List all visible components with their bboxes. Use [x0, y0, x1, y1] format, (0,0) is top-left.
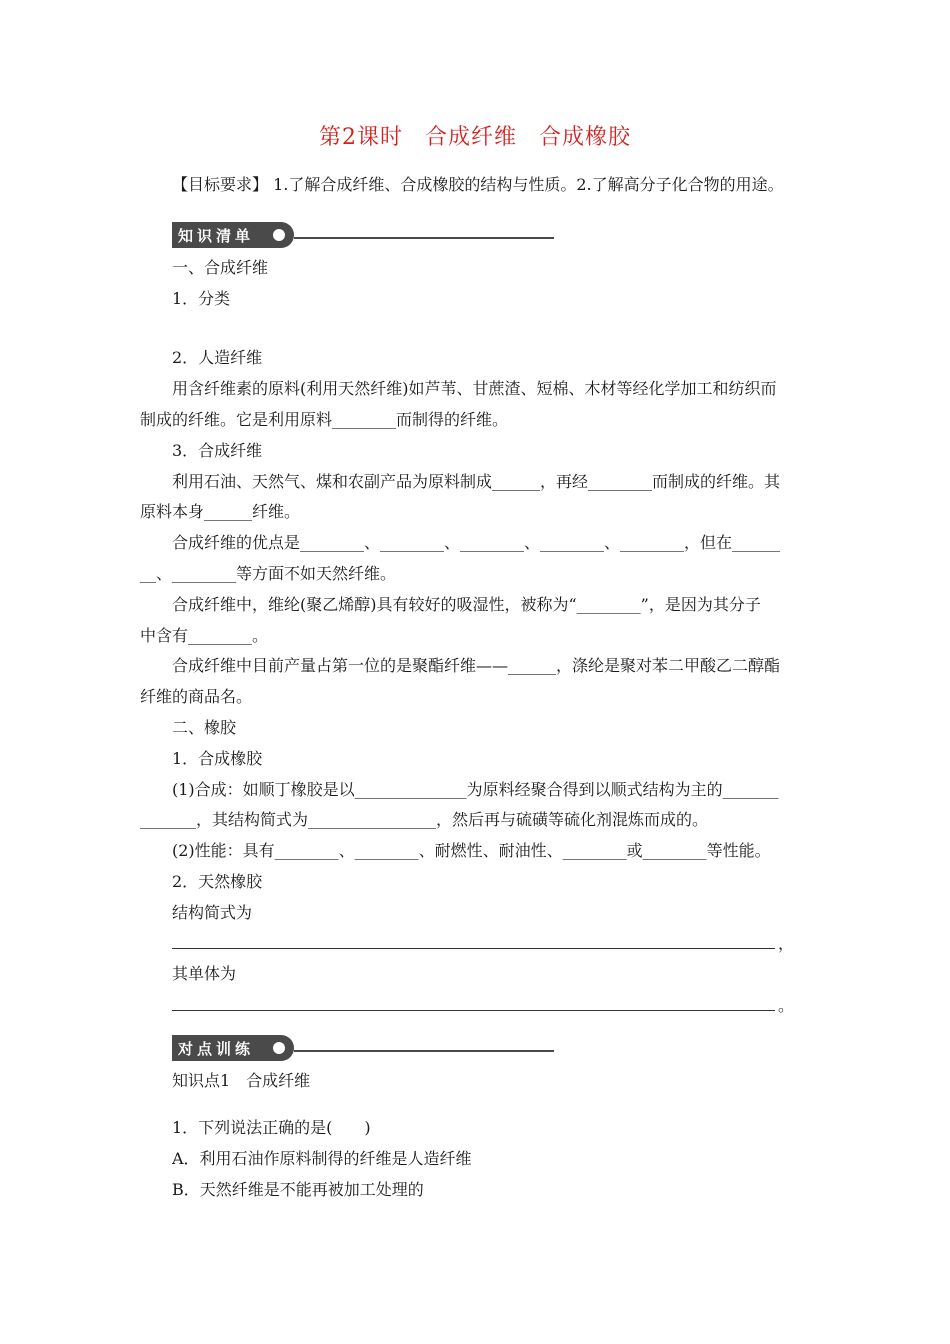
learning-goals: 【目标要求】 1.了解合成纤维、合成橡胶的结构与性质。2.了解高分子化合物的用途。	[172, 175, 784, 194]
paragraph-text: 中含有________。	[140, 626, 269, 645]
paragraph-text: 制成的纤维。它是利用原料________而制得的纤维。	[140, 410, 509, 429]
prompt-structure: 结构简式为	[172, 903, 253, 922]
divider	[294, 1050, 554, 1052]
heading-synthetic-fiber: 一、合成纤维	[172, 258, 269, 277]
knowledge-point-heading: 知识点1 合成纤维	[172, 1071, 311, 1090]
heading-rubber: 二、橡胶	[172, 718, 237, 737]
question-stem: 1．下列说法正确的是( )	[172, 1118, 371, 1137]
prompt-monomer: 其单体为	[172, 964, 237, 983]
paragraph-text: 合成纤维中，维纶(聚乙烯醇)具有较好的吸湿性，被称为“________”，是因为其分子	[172, 595, 761, 614]
title-topic-fiber: 合成纤维	[424, 125, 517, 150]
paragraph-text: 合成纤维的优点是________、________、________、________、________，但在______	[172, 533, 781, 552]
option-b[interactable]: B．天然纤维是不能再被加工处理的	[172, 1180, 424, 1199]
paragraph-text: 原料本身______纤维。	[140, 502, 301, 521]
section-header-practice	[172, 1035, 554, 1061]
item-natural-rubber: 2．天然橡胶	[172, 872, 263, 891]
paragraph-text: 合成纤维中目前产量占第一位的是聚酯纤维——______，涤纶是聚对苯二甲酸乙二醇酯	[172, 656, 781, 675]
paragraph-text: _______，其结构简式为________________，然后再与硫磺等硫化剂混炼而成的。	[140, 810, 709, 829]
blank-tail-comma: ，	[778, 934, 795, 953]
answer-blank-line[interactable]	[172, 948, 775, 949]
paragraph-text: __、________等方面不如天然纤维。	[140, 564, 397, 583]
paragraph-text: 用含纤维素的原料(利用天然纤维)如芦苇、甘蔗渣、短棉、木材等经化学加工和纺织而	[172, 379, 777, 398]
page-title	[0, 120, 950, 151]
item-synthetic-rubber: 1．合成橡胶	[172, 749, 263, 768]
paragraph-text: 利用石油、天然气、煤和农副产品为原料制成______，再经________而制成的纤维。其	[172, 472, 781, 491]
bullet-dot-icon	[273, 229, 285, 241]
title-topic-rubber: 合成橡胶	[539, 125, 632, 150]
section-label: 对点训练	[178, 1040, 255, 1058]
section-label: 知识清单	[178, 227, 255, 245]
answer-blank-line[interactable]	[172, 1010, 775, 1011]
section-header-knowledge	[172, 222, 554, 248]
item-classification: 1．分类	[172, 289, 231, 308]
option-a[interactable]: A．利用石油作原料制得的纤维是人造纤维	[172, 1149, 472, 1168]
divider	[294, 237, 554, 239]
paragraph-text: (2)性能：具有________、________、耐燃性、耐油性、________或________等性能。	[172, 841, 771, 860]
item-artificial-fiber: 2．人造纤维	[172, 348, 263, 367]
title-lesson: 第2课时	[318, 125, 403, 150]
paragraph-text: (1)合成：如顺丁橡胶是以______________为原料经聚合得到以顺式结构为主的_______	[172, 780, 779, 799]
item-synthetic-fiber: 3．合成纤维	[172, 441, 263, 460]
paragraph-text: 纤维的商品名。	[140, 687, 253, 706]
bullet-dot-icon	[273, 1042, 285, 1054]
blank-tail-period: 。	[778, 996, 795, 1015]
